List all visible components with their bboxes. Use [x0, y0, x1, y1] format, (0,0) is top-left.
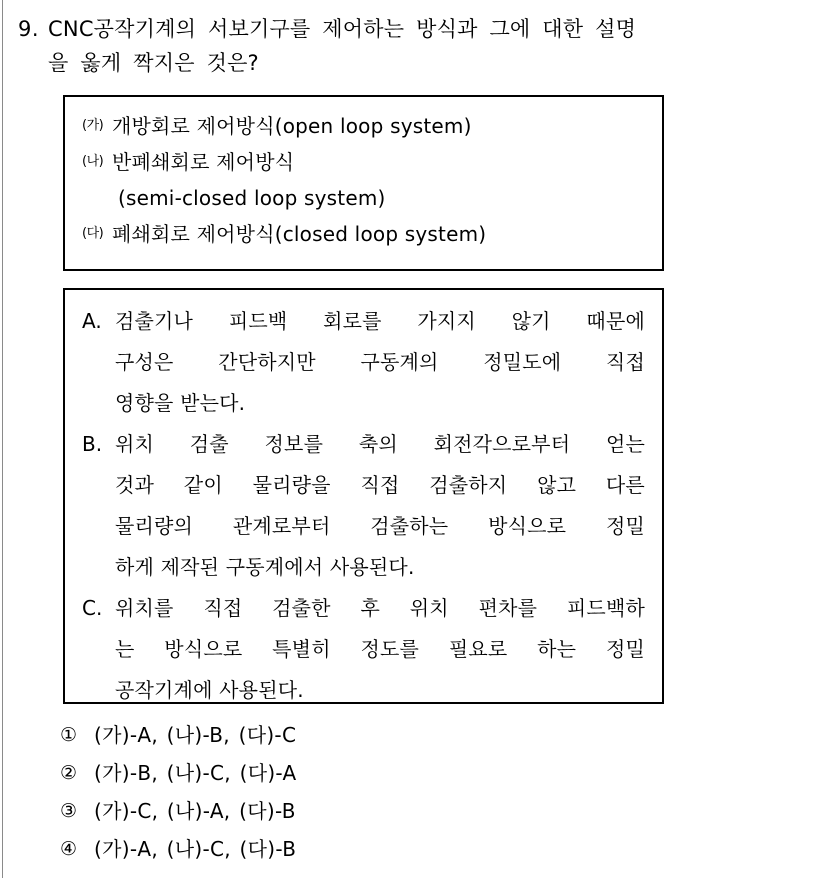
description-word: 영향을 받는다. — [115, 391, 246, 415]
description-word: 때문에 — [586, 309, 645, 333]
description-word: 검출한 — [272, 596, 331, 620]
description-item — [82, 588, 645, 711]
description-word: 후 — [360, 596, 380, 620]
description-word: 검출하는 — [370, 514, 449, 538]
description-word: 않기 — [511, 309, 551, 333]
system-label-ga: 개방회로 제어방식(open loop system) — [112, 114, 472, 138]
description-word: 위치 — [409, 596, 449, 620]
description-word: 정보를 — [264, 432, 324, 456]
description-letter: C. — [82, 596, 103, 620]
description-word: 검출하지 — [429, 473, 508, 497]
choice-text-3: (가)-C, (나)-A, (다)-B — [94, 799, 296, 823]
description-word: 필요로 — [448, 637, 508, 661]
system-label-na-continuation: (semi-closed loop system) — [118, 186, 386, 210]
description-item — [82, 301, 645, 424]
description-word: 직접 — [605, 350, 645, 374]
choice-text-2: (가)-B, (나)-C, (다)-A — [94, 761, 297, 785]
description-line — [115, 670, 645, 711]
description-line — [115, 506, 645, 547]
description-word: 하게 제작된 구동계에서 사용된다. — [115, 555, 415, 579]
description-word: 관계로부터 — [232, 514, 331, 538]
choice-text-1: (가)-A, (나)-B, (다)-C — [94, 723, 297, 747]
description-word: 정밀 — [605, 514, 645, 538]
description-word: 직접 — [360, 473, 400, 497]
description-word: 것과 — [115, 473, 155, 497]
question-number: 9. — [18, 17, 40, 41]
choice-number-1: ① — [60, 724, 78, 746]
control-systems-box-inner — [65, 97, 662, 252]
control-systems-box — [63, 95, 664, 271]
description-word: 않고 — [537, 473, 577, 497]
description-word: 회로를 — [323, 309, 382, 333]
question-text-line-2: 을 옳게 짝지은 것은? — [48, 51, 259, 75]
description-word: 방식으로 — [488, 514, 567, 538]
description-word: 직접 — [203, 596, 243, 620]
description-list — [82, 301, 645, 711]
description-line — [115, 588, 645, 629]
system-marker-ga: (가) — [82, 118, 104, 133]
question-text — [48, 12, 808, 80]
description-line — [115, 383, 645, 424]
description-word: 가지지 — [417, 309, 476, 333]
system-label-da: 폐쇄회로 제어방식(closed loop system) — [112, 222, 487, 246]
choice-number-3: ③ — [60, 800, 78, 822]
description-word: 얻는 — [605, 432, 645, 456]
description-line — [115, 547, 645, 588]
description-line — [115, 629, 645, 670]
choice-text-4: (가)-A, (나)-C, (다)-B — [94, 837, 297, 861]
question-row — [18, 12, 808, 80]
answer-choice-4[interactable] — [60, 830, 800, 868]
description-word: 편차를 — [478, 596, 538, 620]
description-word: 검출 — [189, 432, 229, 456]
question-stem — [18, 12, 808, 80]
descriptions-box-inner — [65, 290, 662, 711]
answer-choice-3[interactable] — [60, 792, 800, 830]
system-label-na: 반폐쇄회로 제어방식 — [112, 150, 295, 174]
description-word: 회전각으로부터 — [433, 432, 571, 456]
description-line — [115, 465, 645, 506]
answer-choice-2[interactable] — [60, 754, 800, 792]
choice-number-4: ④ — [60, 838, 78, 860]
description-word: 물리량의 — [115, 514, 194, 538]
description-item — [82, 424, 645, 588]
description-word: 피드백하 — [566, 596, 645, 620]
description-word: 다른 — [605, 473, 645, 497]
description-letter: A. — [82, 309, 102, 333]
description-word: 검출기나 — [115, 309, 194, 333]
system-item — [82, 108, 645, 144]
description-word: 피드백 — [228, 309, 288, 333]
description-line — [115, 342, 645, 383]
description-word: 구동계의 — [360, 350, 439, 374]
description-line — [115, 424, 645, 465]
description-word: 는 — [115, 637, 135, 661]
description-body — [115, 301, 645, 424]
description-word: 정밀 — [605, 637, 645, 661]
description-word: 특별히 — [272, 637, 331, 661]
description-word: 축의 — [358, 432, 398, 456]
choice-number-2: ② — [60, 762, 78, 784]
description-body — [115, 424, 645, 588]
description-word: 위치 — [115, 432, 155, 456]
system-marker-da: (다) — [82, 226, 104, 241]
description-word: 정도를 — [360, 637, 420, 661]
description-word: 공작기계에 사용된다. — [115, 678, 304, 702]
description-word: 물리량을 — [252, 473, 331, 497]
page-border-rule — [2, 0, 3, 878]
answer-choices — [60, 716, 800, 868]
description-word: 같이 — [183, 473, 223, 497]
description-word: 방식으로 — [164, 637, 243, 661]
description-word: 위치를 — [115, 596, 174, 620]
description-word: 간단하지만 — [218, 350, 316, 374]
system-item — [82, 216, 645, 252]
description-letter: B. — [82, 432, 103, 456]
system-item — [82, 144, 645, 180]
description-word: 정밀도에 — [483, 350, 562, 374]
answer-choice-1[interactable] — [60, 716, 800, 754]
description-word: 구성은 — [115, 350, 174, 374]
descriptions-box — [63, 288, 664, 704]
description-body — [115, 588, 645, 711]
description-line — [115, 301, 645, 342]
question-text-line-1: CNC공작기계의 서보기구를 제어하는 방식과 그에 대한 설명 — [48, 17, 637, 41]
system-marker-na: (나) — [82, 154, 104, 169]
description-word: 하는 — [537, 637, 577, 661]
